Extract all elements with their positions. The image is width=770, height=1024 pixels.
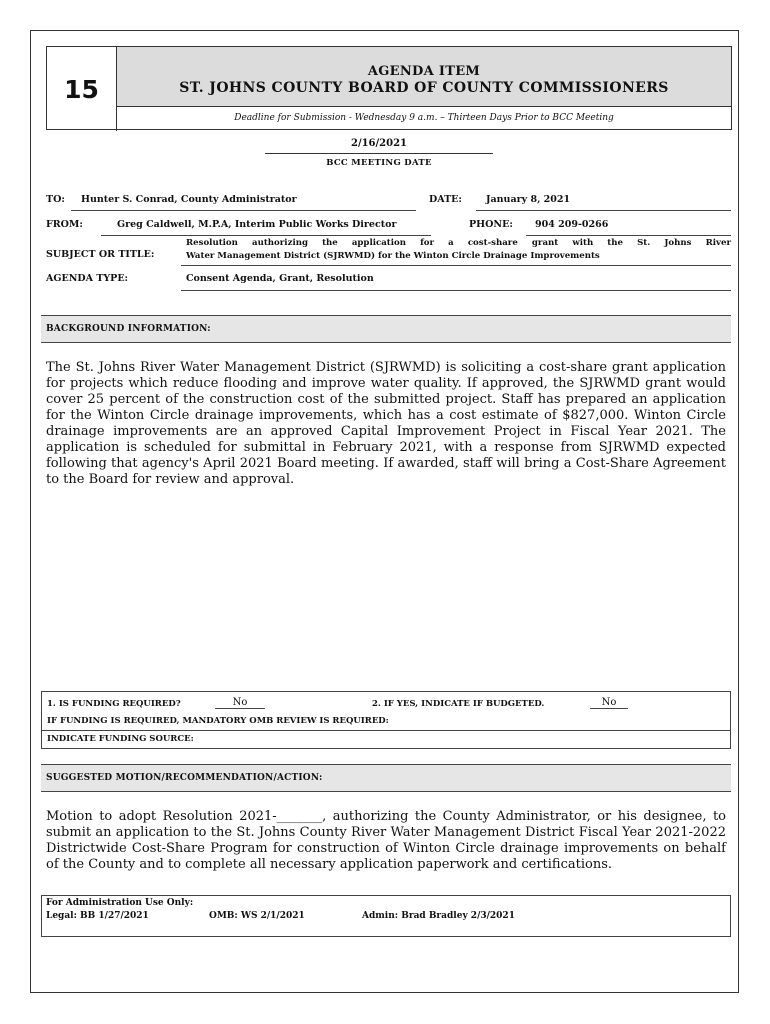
- to-label: TO:: [46, 194, 65, 205]
- funding-box: [41, 691, 731, 749]
- budgeted-label: 2. IF YES, INDICATE IF BUDGETED.: [372, 699, 545, 709]
- agenda-type-underline: [181, 290, 731, 291]
- header-title-line1: AGENDA ITEM: [367, 64, 481, 79]
- deadline-note: Deadline for Submission - Wednesday 9 a.m. – Thirteen Days Prior to BCC Meeting: [234, 113, 614, 123]
- date-label: DATE:: [429, 194, 462, 205]
- legal-signoff: Legal: BB 1/27/2021: [46, 911, 149, 921]
- agenda-type-value: Consent Agenda, Grant, Resolution: [186, 273, 374, 284]
- meeting-date-block: [265, 138, 493, 168]
- funding-required-value: No: [215, 697, 265, 709]
- subject-line2: Water Management District (SJRWMD) for the Winton Circle Drainage Improvements: [186, 251, 600, 261]
- omb-signoff: OMB: WS 2/1/2021: [209, 911, 305, 921]
- date-value: January 8, 2021: [486, 194, 571, 205]
- motion-text: Motion to adopt Resolution 2021-_______, authorizing the County Administrator, or his designee, to submit an application to the St. Johns County River Water Management District Fiscal Year 2021-2022 Districtwide Cost-Share Program for construction of Winton Circle drainage improvements on behalf of the County and to complete all necessary application paperwork and certifications.: [46, 809, 726, 872]
- meeting-date-label: BCC MEETING DATE: [326, 158, 432, 168]
- admin-heading: For Administration Use Only:: [46, 898, 194, 908]
- agenda-item-page: [30, 30, 739, 993]
- budgeted-value: No: [590, 697, 628, 709]
- phone-underline: [526, 235, 731, 236]
- motion-heading: SUGGESTED MOTION/RECOMMENDATION/ACTION:: [41, 764, 731, 792]
- to-underline: [71, 210, 416, 211]
- subject-underline: [181, 265, 731, 266]
- funding-divider: [42, 730, 730, 731]
- to-value: Hunter S. Conrad, County Administrator: [81, 194, 297, 205]
- funding-source-label: INDICATE FUNDING SOURCE:: [47, 734, 194, 744]
- background-text: The St. Johns River Water Management District (SJRWMD) is soliciting a cost-share grant application for projects which reduce flooding and improve water quality. If approved, the SJRWMD grant would cover 25 percent of the construction cost of the submitted project. Staff has prepared an application for the Winton Circle drainage improvements, which has a cost estimate of $827,000. Winton Circle drainage improvements are an approved Capital Improvement Project in Fiscal Year 2021. The application is scheduled for submittal in February 2021, with a response from SJRWMD expected following that agency's April 2021 Board meeting. If awarded, staff will bring a Cost-Share Agreement to the Board for review and approval.: [46, 360, 726, 487]
- subject-line1: Resolution authorizing the application for a cost-share grant with the St. Johns River: [186, 238, 731, 248]
- from-label: FROM:: [46, 219, 83, 230]
- phone-label: PHONE:: [469, 219, 513, 230]
- date-underline: [476, 210, 731, 211]
- funding-required-label: 1. IS FUNDING REQUIRED?: [47, 699, 181, 709]
- meeting-date: 2/16/2021: [265, 138, 493, 154]
- agenda-type-label: AGENDA TYPE:: [46, 273, 129, 284]
- agenda-header: [46, 46, 732, 130]
- header-title-line2: ST. JOHNS COUNTY BOARD OF COUNTY COMMISSIONERS: [179, 80, 669, 96]
- item-number: 15: [47, 47, 117, 131]
- background-heading: BACKGROUND INFORMATION:: [41, 315, 731, 343]
- from-underline: [101, 235, 431, 236]
- admin-signoff: Admin: Brad Bradley 2/3/2021: [362, 911, 515, 921]
- from-value: Greg Caldwell, M.P.A, Interim Public Works Director: [117, 219, 397, 230]
- admin-use-box: [41, 895, 731, 937]
- phone-value: 904 209-0266: [535, 219, 609, 230]
- omb-review-label: IF FUNDING IS REQUIRED, MANDATORY OMB REVIEW IS REQUIRED:: [47, 716, 389, 726]
- title-box: [117, 47, 731, 107]
- subject-label: SUBJECT OR TITLE:: [46, 249, 155, 260]
